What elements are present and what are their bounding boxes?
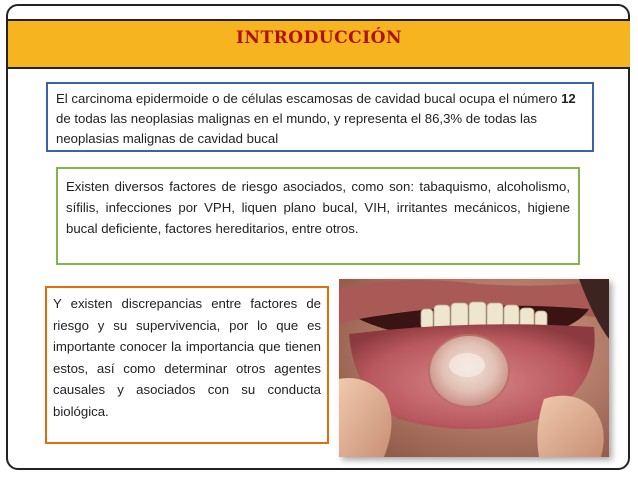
risk-factors-text: Existen diversos factores de riesgo asociados, como son: tabaquismo, alcoholismo, sífilis, infecciones por VPH, liquen plano bucal, VIH, irritantes mecánicos, higiene bucal deficiente, factores hereditarios, entre otros. xyxy=(66,179,570,236)
risk-factors-box xyxy=(56,167,580,265)
intro-bold-number: 12 xyxy=(561,91,576,106)
intro-text-end: de todas las neoplasias malignas en el mundo, y representa el 86,3% de todas las neoplasias malignas de cavidad bucal xyxy=(56,111,537,146)
discrepancies-box xyxy=(45,286,329,444)
lip-lesion-photo xyxy=(339,279,609,457)
clinical-photo-icon xyxy=(339,279,609,457)
intro-text-start: El carcinoma epidermoide o de células escamosas de cavidad bucal ocupa el número xyxy=(56,91,562,106)
discrepancies-text: Y existen discrepancias entre factores de riesgo y su supervivencia, por lo que es importante conocer la importancia que tienen estos, así como determinar otros agentes causales y asociados con su conducta biológica. xyxy=(53,296,321,419)
intro-paragraph-box xyxy=(46,82,594,152)
page-title: INTRODUCCIÓN xyxy=(235,28,402,48)
